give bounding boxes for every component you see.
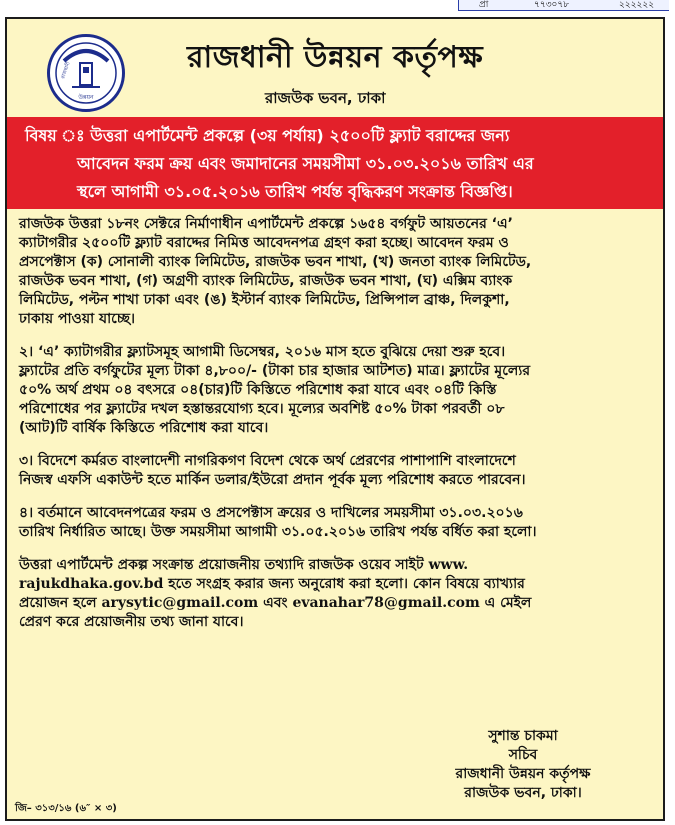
paragraph-5	[19, 556, 653, 632]
top-strip-mid: ৭৭৩০৭৮	[534, 0, 570, 10]
org-name: রাজধানী উন্নয়ন কর্তৃপক্ষ	[187, 40, 484, 75]
subject-line-3: স্থলে আগামী ৩১.০৫.২০১৬ তারিখ পর্যন্ত বৃদ্ধিকরণ সংক্রান্ত বিজ্ঞপ্তি।	[77, 182, 513, 201]
p1-line: ক্যাটাগরীর ২৫০০টি ফ্ল্যাট বরাদ্দের নিমিত্ত আবেদনপত্র গ্রহণ করা হচ্ছে। আবেদন ফরম ও	[19, 235, 509, 251]
p3-line: নিজস্ব এফসি একাউন্ট হতে মার্কিন ডলার/ইউরো প্রদান পূর্বক মূল্য পরিশোধ করতে পারবেন।	[19, 472, 526, 488]
p3-line: ৩। বিদেশে কর্মরত বাংলাদেশী নাগরিকগণ বিদেশ থেকে অর্থ প্রেরণের পাশাপাশি বাংলাদেশে	[19, 453, 516, 469]
p5-text: এ মেইল	[479, 595, 532, 611]
org-address: রাজউক ভবন, ঢাকা	[265, 89, 386, 107]
p5-text: উত্তরা এপার্টমেন্ট প্রকল্প সংক্রান্ত প্রয়োজনীয় তথ্যাদি রাজউক ওয়েব সাইট	[19, 557, 429, 573]
ad-code: জি– ৩১৩/১৬ (৬″ × ৩)	[15, 803, 117, 814]
p2-line: ৫০% অর্থ প্রথম ০৪ বৎসরে ০৪(চার)টি কিস্তিতে পরিশোধ করা যাবে এবং ০৪টি কিস্তি	[19, 382, 497, 398]
top-strip	[458, 0, 669, 11]
top-strip-left: প্রা	[479, 0, 489, 10]
signatory-title: সচিব	[508, 747, 538, 763]
paragraph-2	[19, 343, 653, 438]
p5-text: হতে সংগ্রহ করার জন্য অনুরোধ করা হলো। কোন বিষয়ে ব্যাখ্যার	[163, 576, 525, 592]
subject-line-2: আবেদন ফরম ক্রয় এবং জমাদানের সময়সীমা ৩১.০৩.২০১৬ তারিখ এর	[77, 154, 534, 173]
p2-line: (আট)টি বার্ষিক কিস্তিতে পরিশোধ করা যাবে।	[19, 420, 269, 436]
p1-line: রাজউক ভবন শাখা, (গ) অগ্রণী ব্যাংক লিমিটেড, রাজউক ভবন শাখা, (ঘ) এক্সিম ব্যাংক	[19, 273, 513, 289]
p5-text: প্রয়োজন হলে	[19, 595, 102, 611]
p4-line: ৪। বর্তমানে আবেদনপত্রের ফরম ও প্রসপেক্টাস ক্রয়ের ও দাখিলের সময়সীমা ৩১.০৩.২০১৬	[19, 505, 523, 521]
website-link[interactable]: rajukdhaka.gov.bd	[19, 576, 164, 592]
email-link-1[interactable]: arysytic@gmail.com	[101, 595, 259, 611]
p5-line-3	[19, 594, 653, 613]
p2-line: ফ্ল্যাটের প্রতি বর্গফুটের মূল্য টাকা ৪,৮০০/- (টাকা চার হাজার আটশত) মাত্র। ফ্ল্যাটের মূল্যের	[19, 363, 531, 379]
p4-line: তারিখ নির্ধারিত আছে। উক্ত সময়সীমা আগামী ৩১.০৫.২০১৬ তারিখ পর্যন্ত বর্ধিত করা হলো।	[19, 524, 537, 540]
paragraph-1	[19, 215, 653, 329]
rajuk-logo	[47, 34, 125, 112]
notice-frame	[5, 17, 665, 821]
signature-block	[418, 727, 628, 803]
signatory-org: রাজধানী উন্নয়ন কর্তৃপক্ষ	[455, 766, 591, 782]
p5-text: এবং	[258, 595, 293, 611]
paragraph-4	[19, 504, 653, 542]
website-link[interactable]: www.	[428, 557, 469, 573]
p1-line: রাজউক উত্তরা ১৮নং সেক্টরে নির্মাণাধীন এপার্টমেন্ট প্রকল্পে ১৬৫৪ বর্গফুট আয়তনের ‘এ’	[19, 216, 513, 232]
p5-line-4: প্রেরণ করে প্রয়োজনীয় তথ্য জানা যাবে।	[19, 614, 244, 630]
rajuk-emblem-icon	[50, 37, 122, 109]
signatory-address: রাজউক ভবন, ঢাকা।	[464, 785, 582, 801]
logo-side-text: রাজধানী	[60, 61, 72, 80]
p1-line: লিমিটেড, পল্টন শাখা ঢাকা এবং (ঙ) ইস্টার্ন ব্যাংক লিমিটেড, প্রিন্সিপাল ব্রাঞ্চ, দিলকুশা,	[19, 292, 510, 308]
p5-line-2	[19, 575, 653, 594]
p2-line: ২। ‘এ’ ক্যাটাগরীর ফ্ল্যাটসমূহ আগামী ডিসেম্বর, ২০১৬ মাস হতে বুঝিয়ে দেয়া শুরু হবে।	[19, 344, 506, 360]
p2-line: পরিশোধের পর ফ্ল্যাটের দখল হস্তান্তরযোগ্য হবে। মূল্যের অবশিষ্ট ৫০% টাকা পরবর্তী ০৮	[19, 401, 505, 417]
notice-body	[19, 215, 653, 646]
signatory-name: সুশান্ত চাকমা	[488, 728, 558, 744]
email-link-2[interactable]: evanahar78@gmail.com	[292, 595, 480, 611]
p5-line-1	[19, 556, 653, 575]
logo-bottom-text: উন্নয়ন	[78, 94, 94, 101]
paragraph-3	[19, 452, 653, 490]
subject-line-1: বিষয় ঃ উত্তরা এপার্টমেন্ট প্রকল্পে (৩য় পর্যায়) ২৫০০টি ফ্ল্যাট বরাদ্দের জন্য	[25, 126, 510, 145]
notice-header	[7, 19, 663, 117]
p1-line: ঢাকায় পাওয়া যাচ্ছে।	[19, 311, 136, 327]
p1-line: প্রসপেক্টাস (ক) সোনালী ব্যাংক লিমিটেড, রাজউক ভবন শাখা, (খ) জনতা ব্যাংক লিমিটেড,	[19, 254, 532, 270]
subject-banner	[7, 117, 663, 209]
top-strip-right: ২২২২২২	[619, 0, 655, 10]
